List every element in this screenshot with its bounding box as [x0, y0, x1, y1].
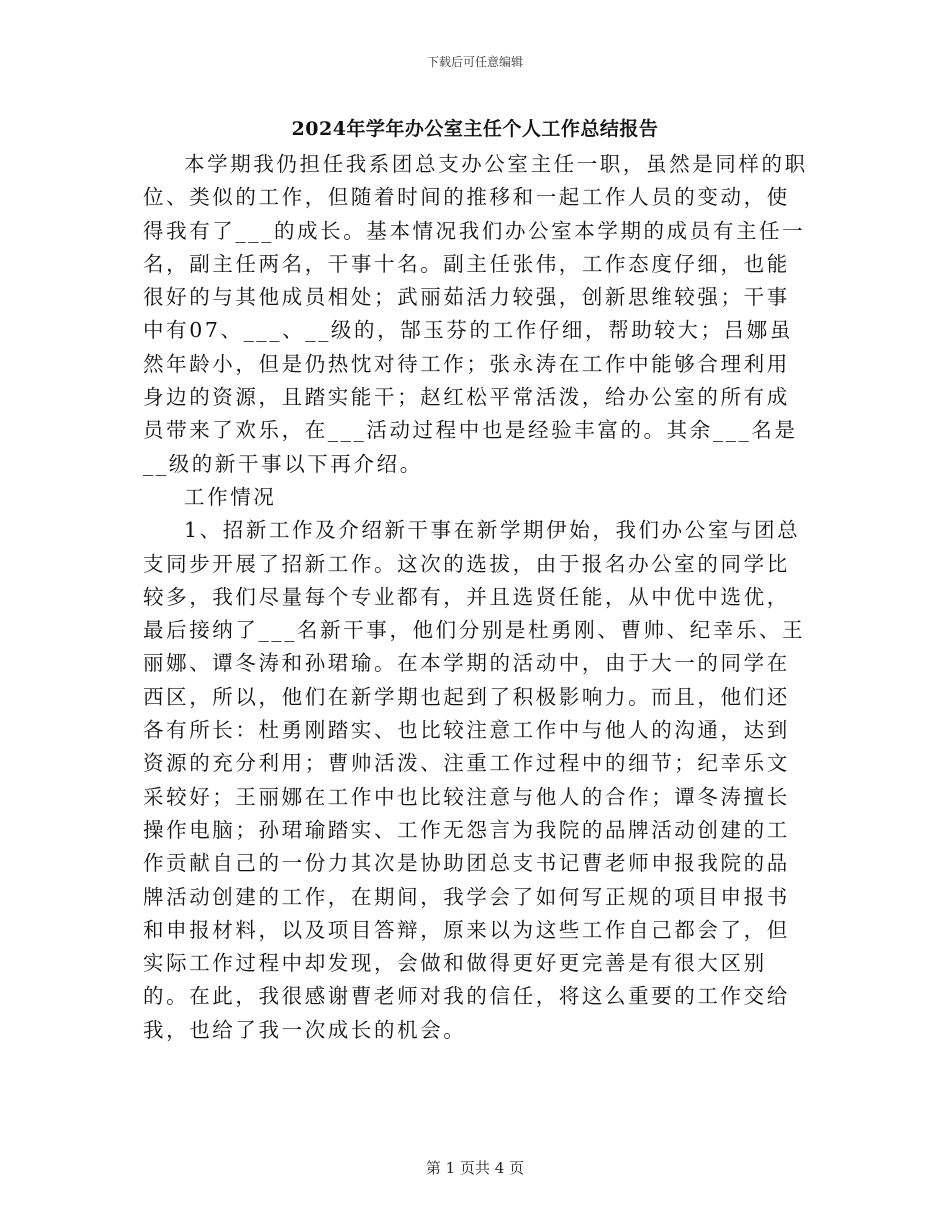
- document-body: [143, 148, 809, 1047]
- section-heading-work: 工作情况: [184, 484, 277, 509]
- paragraph-basic-info: 本学期我仍担任我系团总支办公室主任一职，虽然是同样的职位、类似的工作，但随着时间的推移和一起工作人员的变动，使得我有了___的成长。基本情况我们办公室本学期的成员有主任一名，副主任两名，干事十名。副主任张伟，工作态度仔细，也能很好的与其他成员相处；武丽茹活力较强，创新思维较强；干事中有07、___、__级的，郜玉芬的工作仔细，帮助较大；吕娜虽然年龄小，但是仍热忱对待工作；张永涛在工作中能够合理利用身边的资源，且踏实能干；赵红松平常活泼，给办公室的所有成员带来了欢乐，在___活动过程中也是经验丰富的。其余___名是__级的新干事以下再介绍。: [143, 152, 808, 476]
- page-number: 第 1 页共 4 页: [425, 1159, 525, 1177]
- header-note: 下载后可任意编辑: [426, 55, 523, 69]
- paragraph-recruitment: 1、招新工作及介绍新干事在新学期伊始，我们办公室与团总支同步开展了招新工作。这次的选拔，由于报名办公室的同学比较多，我们尽量每个专业都有，并且选贤任能，从中优中选优，最后接纳了___名新干事，他们分别是杜勇刚、曹帅、纪幸乐、王丽娜、谭冬涛和孙珺瑜。在本学期的活动中，由于大一的同学在西区，所以，他们在新学期也起到了积极影响力。而且，他们还各有所长：杜勇刚踏实、也比较注意工作中与他人的沟通，达到资源的充分利用；曹帅活泼、注重工作过程中的细节；纪幸乐文采较好；王丽娜在工作中也比较注意与他人的合作；谭冬涛擅长操作电脑；孙珺瑜踏实、工作无怨言为我院的品牌活动创建的工作贡献自己的一份力其次是协助团总支书记曹老师申报我院的品牌活动创建的工作，在期间，我学会了如何写正规的项目申报书和申报材料，以及项目答辩，原来以为这些工作自己都会了，但实际工作过程中却发现，会做和做得更好更完善是有很大区别的。在此，我很感谢曹老师对我的信任，将这么重要的工作交给我，也给了我一次成长的机会。: [143, 518, 806, 1042]
- document-title: 2024年学年办公室主任个人工作总结报告: [291, 118, 659, 140]
